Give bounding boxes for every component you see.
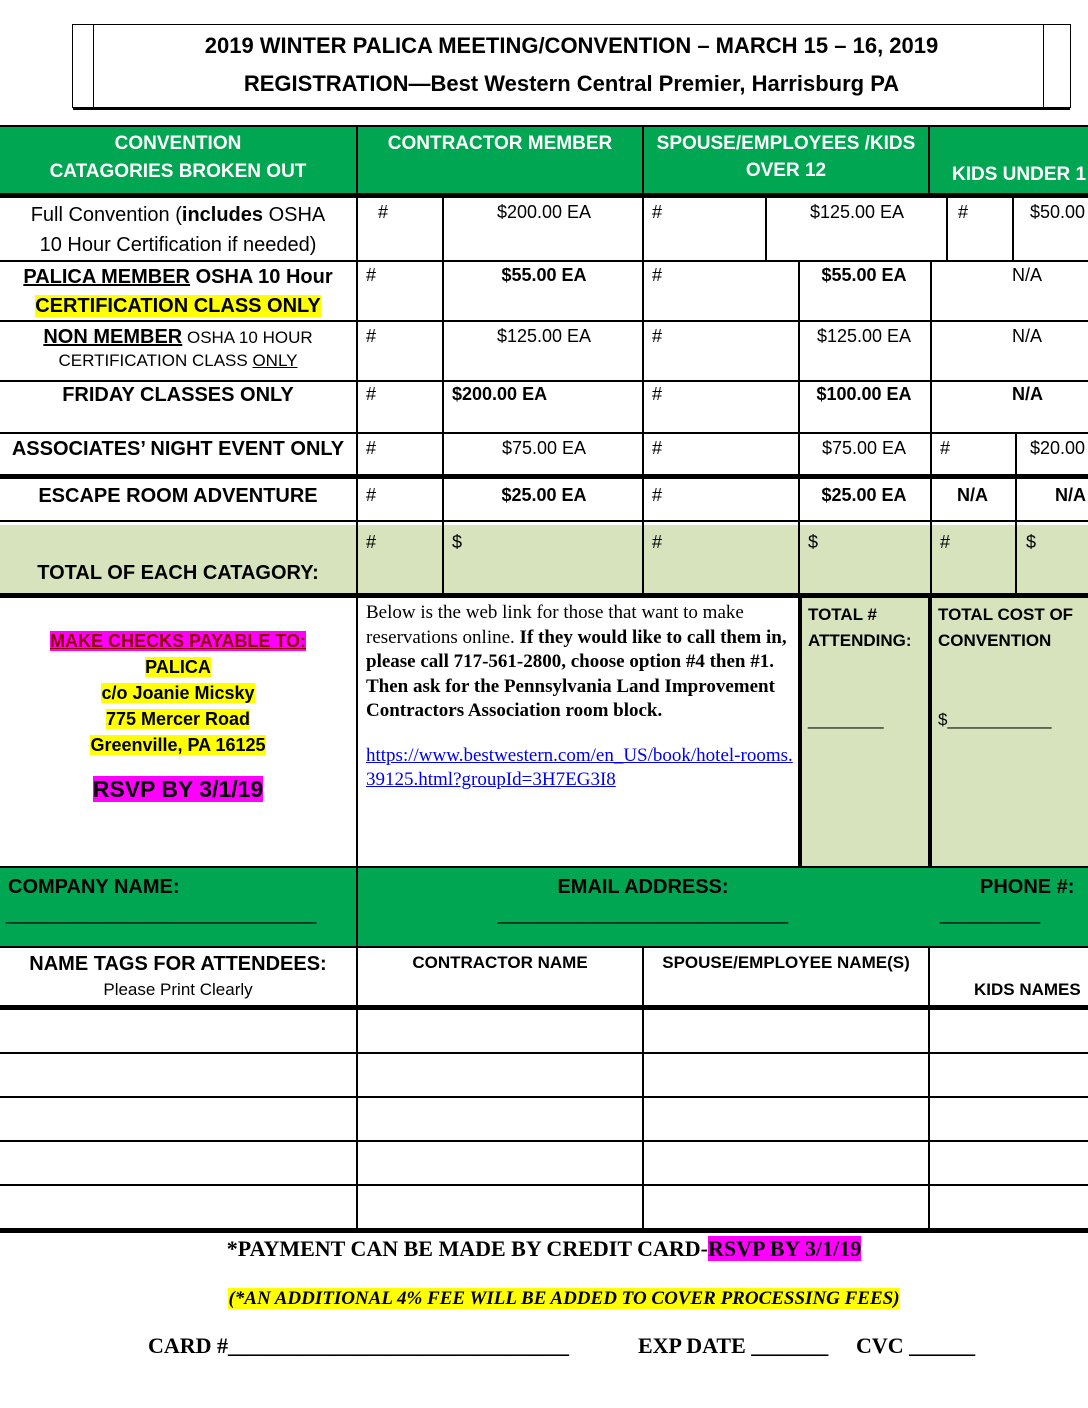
- total-amount2[interactable]: $: [808, 532, 819, 552]
- col-header-spouse: SPOUSE/EMPLOYEES /KIDS OVER 12: [656, 133, 916, 181]
- nametag-row-5[interactable]: [0, 1186, 1088, 1228]
- nametags-kids-header: KIDS NAMES: [974, 980, 1081, 999]
- total-attending-field[interactable]: ________: [808, 710, 884, 729]
- phone-field[interactable]: __________: [940, 904, 1041, 924]
- payable-city: Greenville, PA 16125: [90, 735, 266, 755]
- title-line-2: REGISTRATION—Best Western Central Premier, Harrisburg PA: [243, 71, 900, 96]
- row-escape-label: ESCAPE ROOM ADVENTURE: [38, 485, 318, 507]
- row-full-price1: $200.00 EA: [496, 202, 592, 222]
- hotel-booking-link[interactable]: https://www.bestwestern.com/en_US/book/hotel-rooms.39125.html?groupId=3H7EG3I8: [366, 744, 793, 790]
- card-number-field[interactable]: CARD #_______________________________: [148, 1333, 570, 1358]
- nametags-header: NAME TAGS FOR ATTENDEES: Please Print Clearly: [29, 953, 327, 999]
- hotel-info: Below is the web link for those that want to make reservations online. If they would like to call them in, please call 717-561-2800, choose option #4 then #1. Then ask for the Pennsylvania Land Improvement Contractors Association room block. https://www.bestwestern.com/en_US/book/hotel-rooms.39125.html?groupId=3H7EG3I8: [366, 602, 793, 790]
- row-friday-qty1[interactable]: #: [366, 384, 377, 404]
- row-associates-qty1[interactable]: #: [366, 438, 377, 458]
- row-escape-price3: N/A: [1055, 485, 1086, 505]
- payable-block: [0, 628, 356, 802]
- col-header-contractor: CONTRACTOR MEMBER: [387, 133, 613, 154]
- row-osha-member-price2: $55.00 EA: [821, 265, 907, 285]
- row-full-price2: $125.00 EA: [809, 202, 905, 222]
- row-associates-price1: $75.00 EA: [501, 438, 587, 458]
- row-osha-non-qty1[interactable]: #: [366, 326, 377, 346]
- row-escape-price1: $25.00 EA: [501, 485, 587, 505]
- nametag-row-3[interactable]: [0, 1098, 1088, 1140]
- nametag-row-1[interactable]: [0, 1008, 1088, 1052]
- payable-care-of: c/o Joanie Micsky: [101, 683, 255, 703]
- email-label: EMAIL ADDRESS:: [557, 876, 729, 898]
- row-full-qty3[interactable]: #: [958, 202, 969, 222]
- col-header-categories: CONVENTION CATAGORIES BROKEN OUT: [49, 133, 307, 182]
- rsvp-badge: RSVP BY 3/1/19: [92, 776, 264, 802]
- row-friday-price2: $100.00 EA: [816, 384, 912, 404]
- nametags-spouse-header: SPOUSE/EMPLOYEE NAME(S): [662, 953, 910, 972]
- col-header-kids: KIDS UNDER 1: [952, 164, 1087, 185]
- row-friday-qty2[interactable]: #: [652, 384, 663, 404]
- payable-heading: MAKE CHECKS PAYABLE TO:: [49, 631, 307, 651]
- row-full-qty2[interactable]: #: [652, 202, 663, 222]
- row-osha-member-price3: N/A: [1012, 265, 1043, 285]
- row-escape-qty1[interactable]: #: [366, 485, 377, 505]
- payable-name: PALICA: [145, 657, 211, 677]
- phone-label: PHONE #:: [980, 876, 1075, 898]
- row-osha-non-price2: $125.00 EA: [816, 326, 912, 346]
- row-osha-non-price3: N/A: [1012, 326, 1043, 346]
- row-friday-label: FRIDAY CLASSES ONLY: [62, 384, 294, 406]
- title-box: [72, 24, 1071, 108]
- nametag-row-4[interactable]: [0, 1142, 1088, 1184]
- row-associates-qty2[interactable]: #: [652, 438, 663, 458]
- total-attending-label: TOTAL # ATTENDING:: [808, 605, 912, 650]
- payable-street: 775 Mercer Road: [105, 709, 251, 729]
- company-name-field[interactable]: _______________________________: [6, 904, 317, 924]
- row-full-price3: $50.00: [1030, 202, 1086, 222]
- row-friday-price1: $200.00 EA: [452, 384, 548, 404]
- row-escape-qty3: N/A: [957, 485, 988, 505]
- row-associates-label: ASSOCIATES’ NIGHT EVENT ONLY: [11, 438, 345, 460]
- total-amount1[interactable]: $: [452, 532, 463, 552]
- row-full-label: Full Convention (includes OSHA 10 Hour Certification if needed): [30, 204, 326, 256]
- row-associates-qty3[interactable]: #: [940, 438, 951, 458]
- row-osha-non-price1: $125.00 EA: [496, 326, 592, 346]
- title-line-1: 2019 WINTER PALICA MEETING/CONVENTION – MARCH 15 – 16, 2019: [204, 33, 939, 58]
- total-qty1[interactable]: #: [366, 532, 377, 552]
- total-cost-label: TOTAL COST OF CONVENTION: [938, 605, 1074, 650]
- row-osha-non-label: NON MEMBER OSHA 10 HOUR CERTIFICATION CLASS ONLY: [43, 326, 313, 370]
- exp-date-field[interactable]: EXP DATE _______: [638, 1333, 829, 1358]
- row-osha-member-qty2[interactable]: #: [652, 265, 663, 285]
- row-associates-price2: $75.00 EA: [821, 438, 907, 458]
- row-escape-price2: $25.00 EA: [821, 485, 907, 505]
- total-amount3[interactable]: $: [1026, 532, 1037, 552]
- payment-line: *PAYMENT CAN BE MADE BY CREDIT CARD-RSVP BY 3/1/19: [226, 1236, 862, 1261]
- company-name-label: COMPANY NAME:: [8, 876, 180, 898]
- total-qty3[interactable]: #: [940, 532, 951, 552]
- fee-note: (*AN ADDITIONAL 4% FEE WILL BE ADDED TO COVER PROCESSING FEES): [228, 1288, 900, 1309]
- row-associates-price3: $20.00: [1030, 438, 1086, 458]
- total-cost-field[interactable]: $___________: [938, 710, 1052, 729]
- nametag-row-2[interactable]: [0, 1054, 1088, 1096]
- row-osha-member-label: PALICA MEMBER OSHA 10 Hour CERTIFICATION CLASS ONLY: [23, 266, 333, 317]
- nametags-contractor-header: CONTRACTOR NAME: [412, 953, 588, 972]
- row-total-label: TOTAL OF EACH CATAGORY:: [37, 562, 319, 584]
- row-friday-price3: N/A: [1012, 384, 1043, 404]
- row-osha-member-price1: $55.00 EA: [501, 265, 587, 285]
- total-qty2[interactable]: #: [652, 532, 663, 552]
- cvc-field[interactable]: CVC ______: [856, 1333, 976, 1358]
- row-escape-qty2[interactable]: #: [652, 485, 663, 505]
- email-field[interactable]: _____________________________: [497, 904, 789, 924]
- row-osha-non-qty2[interactable]: #: [652, 326, 663, 346]
- row-osha-member-qty1[interactable]: #: [366, 265, 377, 285]
- row-full-qty1[interactable]: #: [378, 202, 389, 222]
